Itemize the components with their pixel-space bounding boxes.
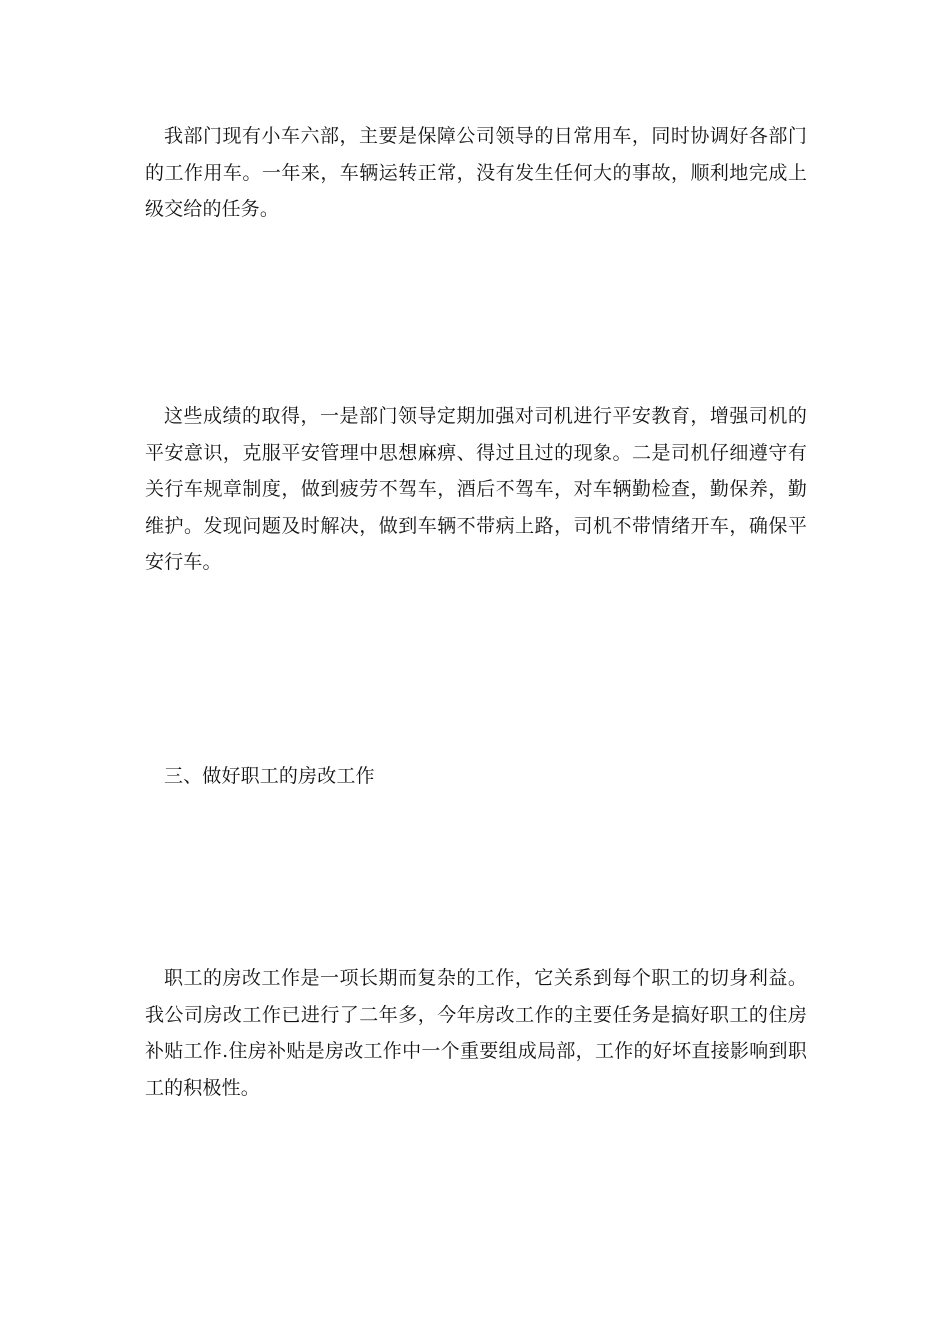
paragraph-vehicles: 我部门现有小车六部，主要是保障公司领导的日常用车，同时协调好各部门的工作用车。一年来，车辆运转正常，没有发生任何大的事故，顺利地完成上级交给的任务。 [145, 125, 807, 220]
section-heading-housing-reform: 三、做好职工的房改工作 [164, 765, 375, 787]
paragraph-safety: 这些成绩的取得，一是部门领导定期加强对司机进行平安教育，增强司机的平安意识，克服平安管理中思想麻痹、得过且过的现象。二是司机仔细遵守有关行车规章制度，做到疲劳不驾车，酒后不驾车，对车辆勤检查，勤保养，勤维护。发现问题及时解决，做到车辆不带病上路，司机不带情绪开车，确保平安行车。 [145, 405, 807, 573]
paragraph-housing-reform: 职工的房改工作是一项长期而复杂的工作，它关系到每个职工的切身利益。我公司房改工作已进行了二年多，今年房改工作的主要任务是搞好职工的住房补贴工作.住房补贴是房改工作中一个重要组成局部，工作的好坏直接影响到职工的积极性。 [145, 967, 807, 1099]
